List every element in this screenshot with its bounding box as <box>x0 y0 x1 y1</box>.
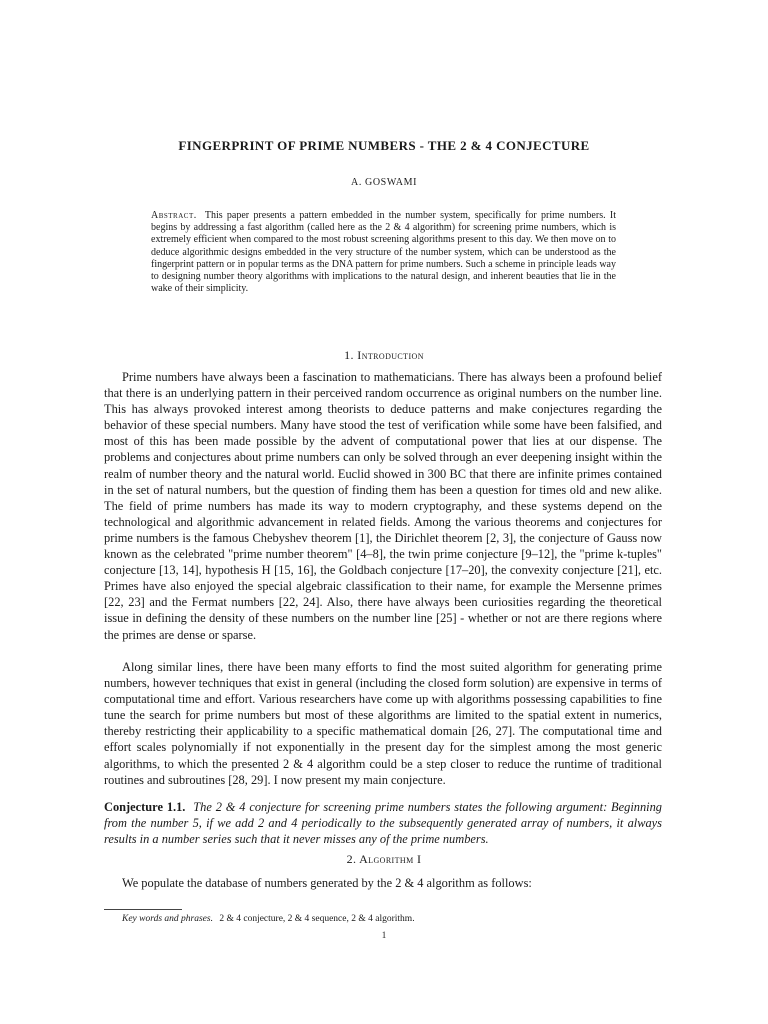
footnote <box>122 913 662 925</box>
introduction-paragraph-1: Prime numbers have always been a fascination to mathematicians. There has always been a profound belief that there is an underlying pattern in their perceived random occurrence as original numbers on the number line. This has always provoked interest among theorists to deduce patterns and make conjectures regarding the behavior of these special numbers. Many have stood the test of verification while some have been falsified, and most of this has been made possible by the advent of computational power that lies at our dispense. The problems and conjectures about prime numbers can only be solved through an ever deepening insight within the realm of number theory and the natural world. Euclid showed in 300 BC that there are infinite primes contained in the set of natural numbers, but the question of finding them has been a question for times old and new alike. The field of prime numbers has made its way to modern cryptography, and these systems depend on the technological and algorithmic advancement in related fields. Among the various theorems and conjectures for prime numbers is the famous Chebyshev theorem [1], the Dirichlet theorem [2, 3], the conjecture of Gauss now known as the celebrated "prime number theorem" [4–8], the twin prime conjecture [9–12], the "prime k-tuples" conjecture [13, 14], hypothesis H [15, 16], the Goldbach conjecture [17–20], the convexity conjecture [21], etc. Primes have also enjoyed the special algebraic classification to their name, for example the Mersenne primes [22, 23] and the Fermat numbers [22, 24]. Also, there have always been curiosities regarding the theoretical issue in defining the density of these numbers on the number line [25] - whether or not are there regions where the primes are dense or sparse. <box>104 370 662 642</box>
abstract-text: This paper presents a pattern embedded in the number system, specifically for prime numbers. It begins by addressing a fast algorithm (called here as the 2 & 4 algorithm) for screening prime numbers, which is extremely efficient when compared to the most robust screening algorithms present to this day. We then move on to deduce algorithmic designs embedded in the very structure of the number system, which can be understood as the fingerprint pattern or in popular terms as the DNA pattern for prime numbers. Such a scheme in principle leads way to designing number theory algorithms with implications to the natural design, and inherent beauties that lie in the wake of their simplicity. <box>151 210 616 295</box>
abstract-label: Abstract. <box>151 210 197 221</box>
paper-title: FINGERPRINT OF PRIME NUMBERS - THE 2 & 4 CONJECTURE <box>178 138 590 153</box>
footnote-divider <box>104 909 182 910</box>
algorithm-paragraph: We populate the database of numbers generated by the 2 & 4 algorithm as follows: <box>122 876 532 890</box>
footnote-text: 2 & 4 conjecture, 2 & 4 sequence, 2 & 4 algorithm. <box>219 914 415 924</box>
introduction-paragraph-2: Along similar lines, there have been many efforts to find the most suited algorithm for generating prime numbers, however techniques that exist in general (including the closed form solution) are expensive in terms of computational time and effort. Various researchers have come up with algorithms possessing capabilities to fine tune the search for prime numbers but most of these algorithms are limited to the spatial extent in numerics, thereby restricting their applicability to a specific mathematical domain [26, 27]. The computational time and effort scales polynomially if not exponentially in the present day for the simplest among the most generic algorithms, to which the presented 2 & 4 algorithm could be a step closer to reduce the runtime of traditional routines and subroutines [28, 29]. I now present my main conjecture. <box>104 660 662 787</box>
footnote-label: Key words and phrases. <box>122 914 213 924</box>
section-heading-introduction: 1. Introduction <box>344 348 424 362</box>
conjecture-text: The 2 & 4 conjecture for screening prime numbers states the following argument: Beginning from the number 5, if we add 2 and 4 periodically to the subsequently generated array of numbers, it always results in a number series such that it never misses any of the prime numbers. <box>104 800 662 847</box>
conjecture-block <box>104 799 662 847</box>
section-heading-algorithm: 2. Algorithm I <box>346 852 422 866</box>
conjecture-label: Conjecture 1.1. <box>104 800 186 814</box>
author-name: A. GOSWAMI <box>351 177 417 188</box>
abstract <box>151 210 616 295</box>
page-number: 1 <box>381 930 387 940</box>
